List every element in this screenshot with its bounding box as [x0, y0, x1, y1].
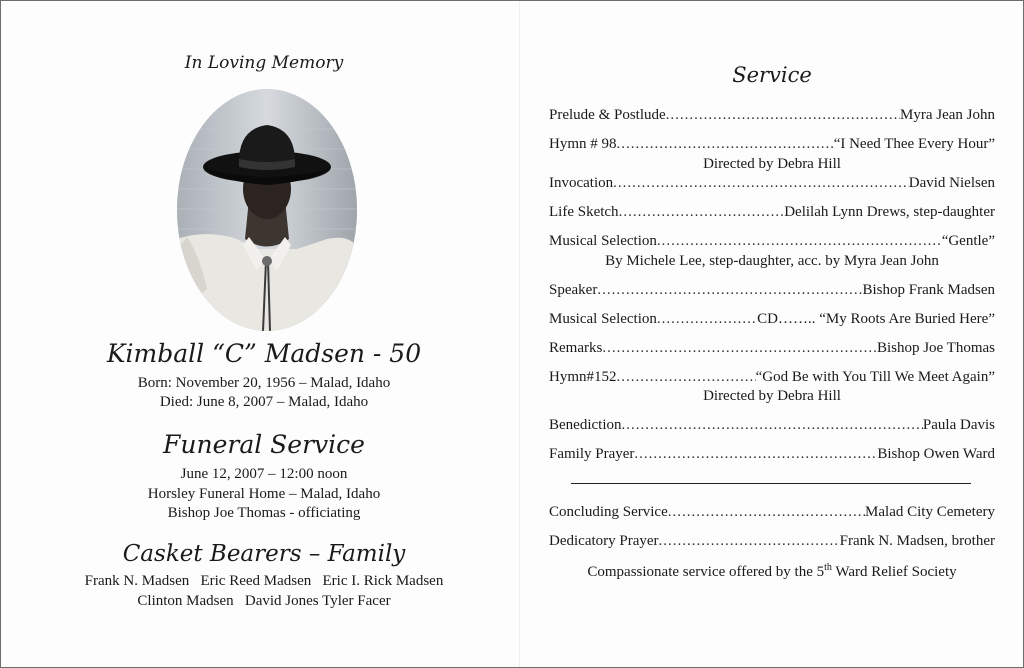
credit-ordinal-suffix: th — [824, 562, 832, 573]
program-item — [549, 417, 995, 437]
program-item — [549, 233, 995, 253]
funeral-service-heading: Funeral Service — [163, 430, 365, 459]
portrait-image — [177, 89, 357, 331]
program-item-label: Remarks — [549, 340, 603, 356]
program-item-label: Family Prayer — [549, 446, 635, 462]
program-item-label: Benediction — [549, 417, 622, 433]
credit-text-start: Compassionate service offered by the 5 — [587, 564, 825, 580]
program-item-label: Musical Selection — [549, 311, 657, 327]
program-item-value: Bishop Owen Ward — [877, 446, 995, 462]
dot-leader — [617, 136, 834, 153]
center-fold — [519, 1, 520, 667]
program-item-label: Hymn # 98 — [549, 136, 617, 152]
program-item — [549, 369, 995, 389]
deceased-portrait-photo — [177, 89, 357, 331]
program-item-label: Life Sketch — [549, 204, 619, 220]
dot-leader — [597, 282, 862, 299]
program-item-value: “God Be with You Till We Meet Again” — [755, 369, 995, 385]
program-item — [549, 340, 995, 360]
dot-leader — [613, 175, 909, 192]
dot-leader — [668, 504, 865, 521]
concluding-item-value: Malad City Cemetery — [865, 504, 995, 520]
dot-leader — [602, 340, 877, 357]
program-item-value: Bishop Frank Madsen — [862, 282, 995, 298]
section-divider — [571, 483, 971, 484]
program-item — [549, 175, 995, 195]
program-item-label: Speaker — [549, 282, 598, 298]
program-item-label: Musical Selection — [549, 233, 657, 249]
program-item-note: Directed by Debra Hill — [703, 156, 841, 172]
in-loving-memory-heading: In Loving Memory — [184, 53, 344, 73]
concluding-item — [549, 504, 995, 524]
dot-leader — [659, 533, 840, 550]
casket-bearers-heading: Casket Bearers – Family — [122, 541, 406, 567]
program-item-value: CD…….. “My Roots Are Buried Here” — [757, 311, 995, 327]
program-item — [549, 136, 995, 156]
program-item-value: “I Need Thee Every Hour” — [833, 136, 995, 152]
officiating-bishop: Bishop Joe Thomas - officiating — [167, 505, 361, 521]
program-item-value: David Nielsen — [908, 175, 995, 191]
casket-bearers-line-1: Frank N. Madsen Eric Reed Madsen Eric I. Rick Madsen — [84, 573, 444, 589]
concluding-item-label: Concluding Service — [549, 504, 668, 520]
program-item-label: Prelude & Postlude — [549, 107, 666, 123]
program-item-value: Bishop Joe Thomas — [876, 340, 995, 356]
dot-leader — [634, 446, 877, 463]
program-item-value: Myra Jean John — [900, 107, 995, 123]
credit-text-end: Ward Relief Society — [831, 564, 957, 580]
dot-leader — [619, 204, 785, 221]
program-item-value: Delilah Lynn Drews, step-daughter — [784, 204, 995, 220]
death-info: Died: June 8, 2007 – Malad, Idaho — [159, 394, 369, 410]
program-item — [549, 107, 995, 127]
relief-society-credit — [549, 562, 995, 581]
dot-leader — [657, 233, 942, 250]
service-heading: Service — [732, 63, 812, 87]
dot-leader — [617, 369, 756, 386]
program-item — [549, 282, 995, 302]
program-item-note: Directed by Debra Hill — [703, 388, 841, 404]
deceased-name: Kimball “C” Madsen - 50 — [106, 339, 422, 368]
concluding-item-value: Frank N. Madsen, brother — [839, 533, 995, 549]
dot-leader — [666, 107, 900, 124]
program-item-note: By Michele Lee, step-daughter, acc. by Myra Jean John — [605, 253, 939, 269]
concluding-item-label: Dedicatory Prayer — [549, 533, 659, 549]
program-item — [549, 311, 995, 331]
dot-leader — [621, 417, 922, 434]
program-item-label: Invocation — [549, 175, 614, 191]
program-item — [549, 446, 995, 466]
funeral-location: Horsley Funeral Home – Malad, Idaho — [147, 486, 381, 502]
birth-info: Born: November 20, 1956 – Malad, Idaho — [137, 375, 391, 391]
casket-bearers-line-2: Clinton Madsen David Jones Tyler Facer — [137, 593, 391, 609]
funeral-date: June 12, 2007 – 12:00 noon — [180, 466, 348, 482]
program-item-label: Hymn#152 — [549, 369, 617, 385]
program-item-value: Paula Davis — [922, 417, 995, 433]
dot-leader — [657, 311, 757, 328]
concluding-item — [549, 533, 995, 553]
program-item-value: “Gentle” — [941, 233, 995, 249]
program-item — [549, 204, 995, 224]
